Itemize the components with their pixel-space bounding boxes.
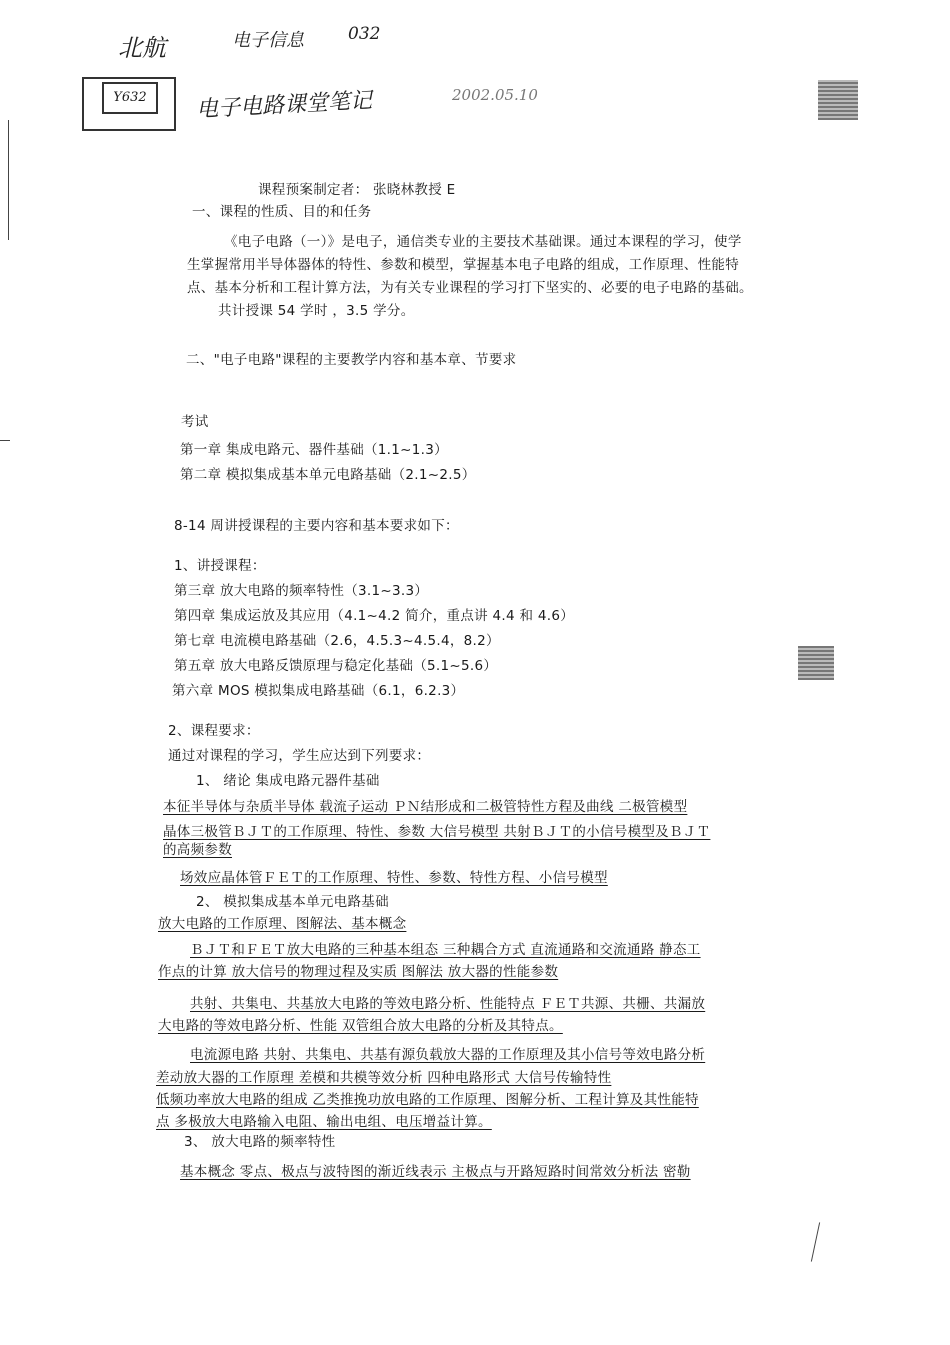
weeks-intro: 8-14 周讲授课程的主要内容和基本要求如下： (174, 518, 459, 534)
handwritten-school: 北航 (118, 34, 166, 62)
lecture-chapter-3: 第三章 放大电路的频率特性（3.1~3.3） (174, 583, 429, 599)
requirements-intro: 通过对课程的学习，学生应达到下列要求： (168, 748, 431, 764)
req-2-line-8: 低频功率放大电路的组成 乙类推挽功放电路的工作原理、图解分析、工程计算及其性能特 (156, 1092, 699, 1108)
stamp-label: Y632 (102, 82, 158, 114)
exam-chapter-2: 第二章 模拟集成基本单元电路基础（2.1~2.5） (180, 467, 476, 483)
section-2-title: 二、"电子电路"课程的主要教学内容和基本章、节要求 (186, 352, 517, 368)
para-1-line-4: 共计授课 54 学时 ，3.5 学分。 (218, 303, 415, 319)
scan-smudge-top (818, 80, 858, 120)
handwritten-dept: 电子信息 (232, 30, 304, 51)
req-2-line-6: 电流源电路 共射、共集电、共基有源负载放大器的工作原理及其小信号等效电路分析 (190, 1047, 706, 1063)
req-1-line-3: 的高频参数 (163, 842, 232, 858)
lecture-chapter-6: 第六章 MOS 模拟集成电路基础（6.1，6.2.3） (172, 683, 465, 699)
scan-smudge-mid (798, 646, 834, 680)
para-1-line-3: 点、基本分析和工程计算方法，为有关专业课程的学习打下坚实的、必要的电子电路的基础。 (187, 280, 753, 296)
lecture-chapter-7: 第七章 电流模电路基础（2.6，4.5.3~4.5.4，8.2） (174, 633, 500, 649)
req-3-title: 3、 放大电路的频率特性 (184, 1134, 336, 1150)
exam-label: 考试 (181, 414, 209, 430)
req-2-title: 2、 模拟集成基本单元电路基础 (196, 894, 389, 910)
req-2-line-5: 大电路的等效电路分析、性能 双管组合放大电路的分析及其特点。 (158, 1018, 563, 1034)
margin-mark-right (811, 1222, 820, 1261)
handwritten-date: 2002.05.10 (452, 86, 538, 104)
author-line: 课程预案制定者： 张晓林教授 E (258, 182, 456, 198)
req-2-line-2: ＢＪＴ和ＦＥＴ放大电路的三种基本组态 三种耦合方式 直流通路和交流通路 静态工 (190, 942, 701, 958)
requirements-title: 2、课程要求： (168, 723, 260, 739)
req-1-line-4: 场效应晶体管ＦＥＴ的工作原理、特性、参数、特性方程、小信号模型 (180, 870, 608, 886)
exam-chapter-1: 第一章 集成电路元、器件基础（1.1~1.3） (180, 442, 448, 458)
req-2-line-7: 差动放大器的工作原理 差模和共模等效分析 四种电路形式 大信号传输特性 (156, 1070, 612, 1086)
section-1-title: 一、课程的性质、目的和任务 (192, 204, 372, 220)
handwritten-code: 032 (348, 24, 381, 44)
lecture-chapter-4: 第四章 集成运放及其应用（4.1~4.2 简介，重点讲 4.4 和 4.6） (174, 608, 575, 624)
req-1-line-1: 本征半导体与杂质半导体 载流子运动 ＰＮ结形成和二极管特性方程及曲线 二极管模型 (163, 799, 688, 815)
req-1-line-2: 晶体三极管ＢＪＴ的工作原理、特性、参数 大信号模型 共射ＢＪＴ的小信号模型及ＢＪＴ (163, 824, 711, 840)
handwritten-title: 电子电路课堂笔记 (195, 88, 373, 123)
margin-mark-left (8, 120, 9, 240)
req-2-line-4: 共射、共集电、共基放大电路的等效电路分析、性能特点 ＦＥＴ共源、共栅、共漏放 (190, 996, 706, 1012)
req-3-line-1: 基本概念 零点、极点与波特图的渐近线表示 主极点与开路短路时间常效分析法 密勒 (180, 1164, 691, 1180)
req-2-line-3: 作点的计算 放大信号的物理过程及实质 图解法 放大器的性能参数 (158, 964, 559, 980)
para-1-line-2: 生掌握常用半导体器体的特性、参数和模型，掌握基本电子电路的组成，工作原理、性能特 (187, 257, 739, 273)
req-1-title: 1、 绪论 集成电路元器件基础 (196, 773, 380, 789)
lecture-title: 1、讲授课程： (174, 558, 266, 574)
para-1-line-1: 《电子电路（一）》是电子，通信类专业的主要技术基础课。通过本课程的学习，使学 (224, 234, 742, 250)
margin-mark-left-2 (0, 440, 10, 441)
req-2-line-9: 点 多极放大电路输入电阻、输出电组、电压增益计算。 (156, 1114, 492, 1130)
req-2-line-1: 放大电路的工作原理、图解法、基本概念 (158, 916, 407, 932)
lecture-chapter-5: 第五章 放大电路反馈原理与稳定化基础（5.1~5.6） (174, 658, 498, 674)
